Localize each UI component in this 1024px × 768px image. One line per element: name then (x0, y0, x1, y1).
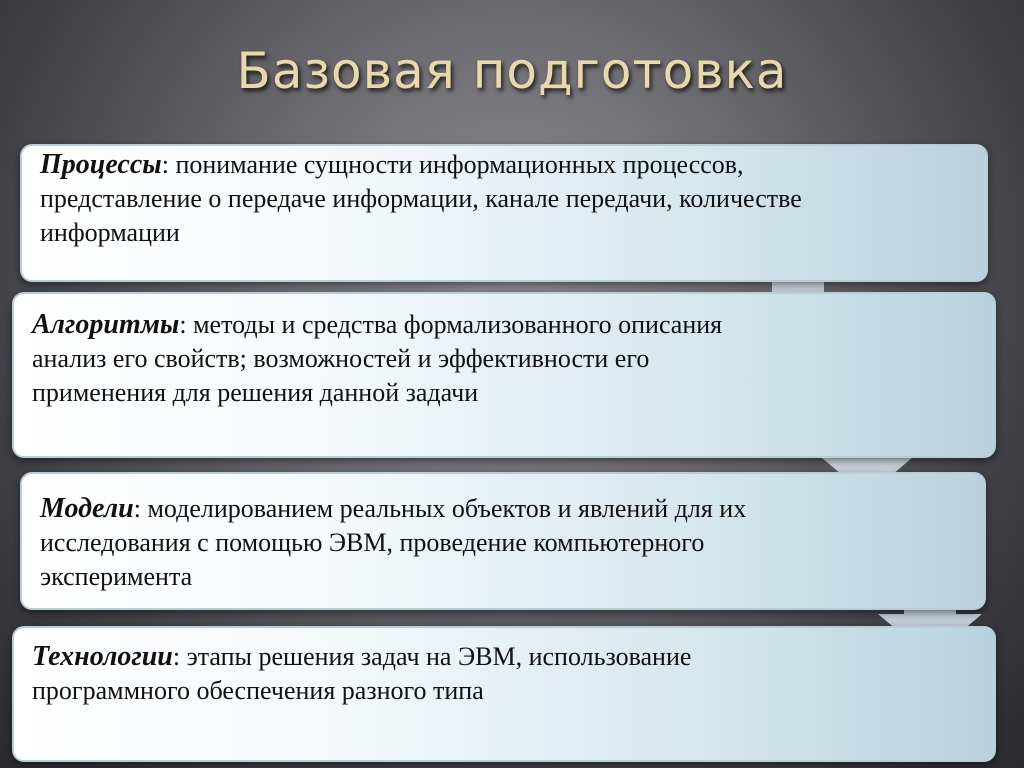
step-text: Процессы: понимание сущности информационных процессов, представление о передаче информации, канале передачи, количестве информации (40, 149, 802, 247)
step-box-models (20, 472, 986, 610)
step-term: Модели (40, 493, 134, 524)
step-description: понимание сущности информационных процессов, представление о передаче информации, канале передачи, количестве информации (40, 150, 802, 247)
step-description: методы и средства формализованного описания анализ его свойств; возможностей и эффективности его применения для решения данной задачи (32, 310, 723, 407)
step-box-algorithms (12, 292, 996, 458)
step-text: Модели: моделированием реальных объектов и явлений для их исследования с помощью ЭВМ, проведение компьютерного эксперимента (40, 493, 747, 591)
step-term: Алгоритмы (32, 309, 180, 340)
step-description: моделированием реальных объектов и явлений для их исследования с помощью ЭВМ, проведение компьютерного эксперимента (40, 494, 747, 591)
step-term: Процессы (40, 149, 162, 180)
step-description: этапы решения задач на ЭВМ, использование программного обеспечения разного типа (32, 642, 692, 705)
step-text: Алгоритмы: методы и средства формализованного описания анализ его свойств; возможностей и эффективности его применения для решения данной задачи (32, 309, 723, 407)
step-box-technologies (12, 626, 996, 762)
step-text: Технологии: этапы решения задач на ЭВМ, использование программного обеспечения разного типа (32, 641, 692, 705)
step-term: Технологии (32, 641, 173, 672)
slide-title: Базовая подготовка (236, 42, 788, 100)
step-box-processes (20, 144, 988, 282)
